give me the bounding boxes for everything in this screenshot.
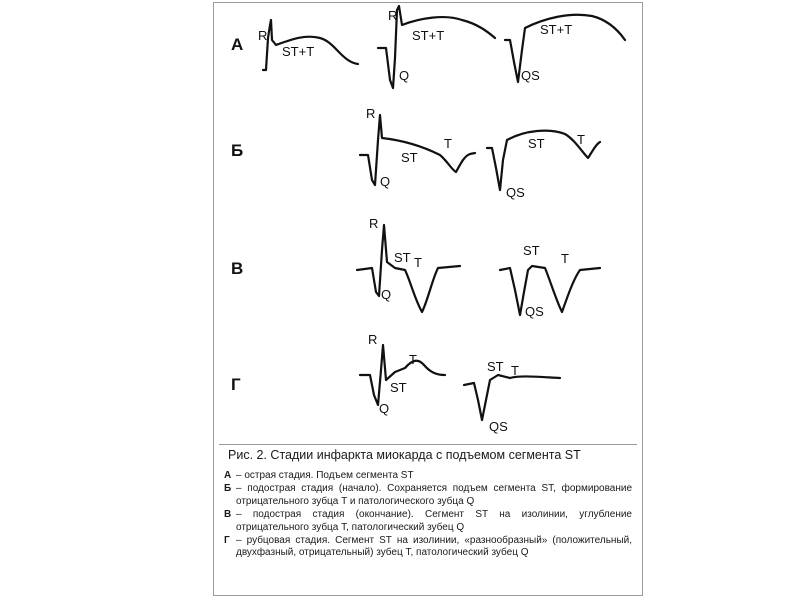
label-r-g1: R xyxy=(368,332,378,347)
legend-key: Г xyxy=(224,535,230,547)
label-qs-a3: QS xyxy=(521,68,540,83)
label-t-b2: T xyxy=(577,132,585,147)
label-t-v2: T xyxy=(561,251,569,266)
stage-label-b: Б xyxy=(231,141,244,160)
figure-caption: Рис. 2. Стадии инфаркта миокарда с подъемом сегмента ST xyxy=(228,448,581,462)
ecg-trace-g1 xyxy=(360,345,445,405)
legend-text: – острая стадия. Подъем сегмента ST xyxy=(236,470,414,481)
label-st-v1: ST xyxy=(394,250,411,265)
label-r-b1: R xyxy=(366,106,376,121)
label-t-g1: T xyxy=(409,352,417,367)
ecg-trace-g2 xyxy=(464,375,560,420)
caption-divider xyxy=(219,444,637,445)
label-q-b1: Q xyxy=(380,174,391,189)
legend-key: А xyxy=(224,470,232,481)
ecg-trace-v1 xyxy=(357,225,460,312)
label-st-t-a2: ST+T xyxy=(412,28,445,43)
stage-label-a: А xyxy=(231,35,244,54)
label-t-g2: T xyxy=(511,363,519,378)
label-r-a2: R xyxy=(388,8,398,23)
label-st-v2: ST xyxy=(523,243,540,258)
label-t-b1: T xyxy=(444,136,452,151)
label-st-b2: ST xyxy=(528,136,545,151)
legend-key: В xyxy=(224,509,232,521)
legend-key: Б xyxy=(224,483,232,495)
label-q-g1: Q xyxy=(379,401,390,416)
label-q-v1: Q xyxy=(381,287,392,302)
label-st-g1: ST xyxy=(390,380,407,395)
label-r-v1: R xyxy=(369,216,379,231)
label-t-v1: T xyxy=(414,255,422,270)
legend-text: – рубцовая стадия. Сегмент ST на изолинии, «разнообразный» (положительный, двухфазный, отрицательный) зубец T, патологический зубец Q xyxy=(236,535,632,559)
label-q-a2: Q xyxy=(399,68,410,83)
legend-item-g xyxy=(224,535,632,560)
legend xyxy=(224,470,632,561)
label-st-t-a1: ST+T xyxy=(282,44,315,59)
label-qs-b2: QS xyxy=(506,185,525,200)
label-r-a1: R xyxy=(258,28,268,43)
legend-text: – подострая стадия (окончание). Сегмент ST на изолинии, углубление отрицательного зубца T, патологический зубец Q xyxy=(236,509,632,533)
stage-label-v: В xyxy=(231,259,244,278)
label-qs-g2: QS xyxy=(489,419,508,434)
legend-text: – подострая стадия (начало). Сохраняется подъем сегмента ST, формирование отрицательного зубца T и патологического зубца Q xyxy=(236,483,632,507)
label-st-g2: ST xyxy=(487,359,504,374)
stage-label-g: Г xyxy=(231,375,241,394)
legend-item-v xyxy=(224,509,632,534)
legend-item-b xyxy=(224,483,632,508)
label-qs-v2: QS xyxy=(525,304,544,319)
label-st-t-a3: ST+T xyxy=(540,22,573,37)
label-st-b1: ST xyxy=(401,150,418,165)
legend-item-a xyxy=(224,470,632,482)
ecg-trace-v2 xyxy=(500,266,600,315)
